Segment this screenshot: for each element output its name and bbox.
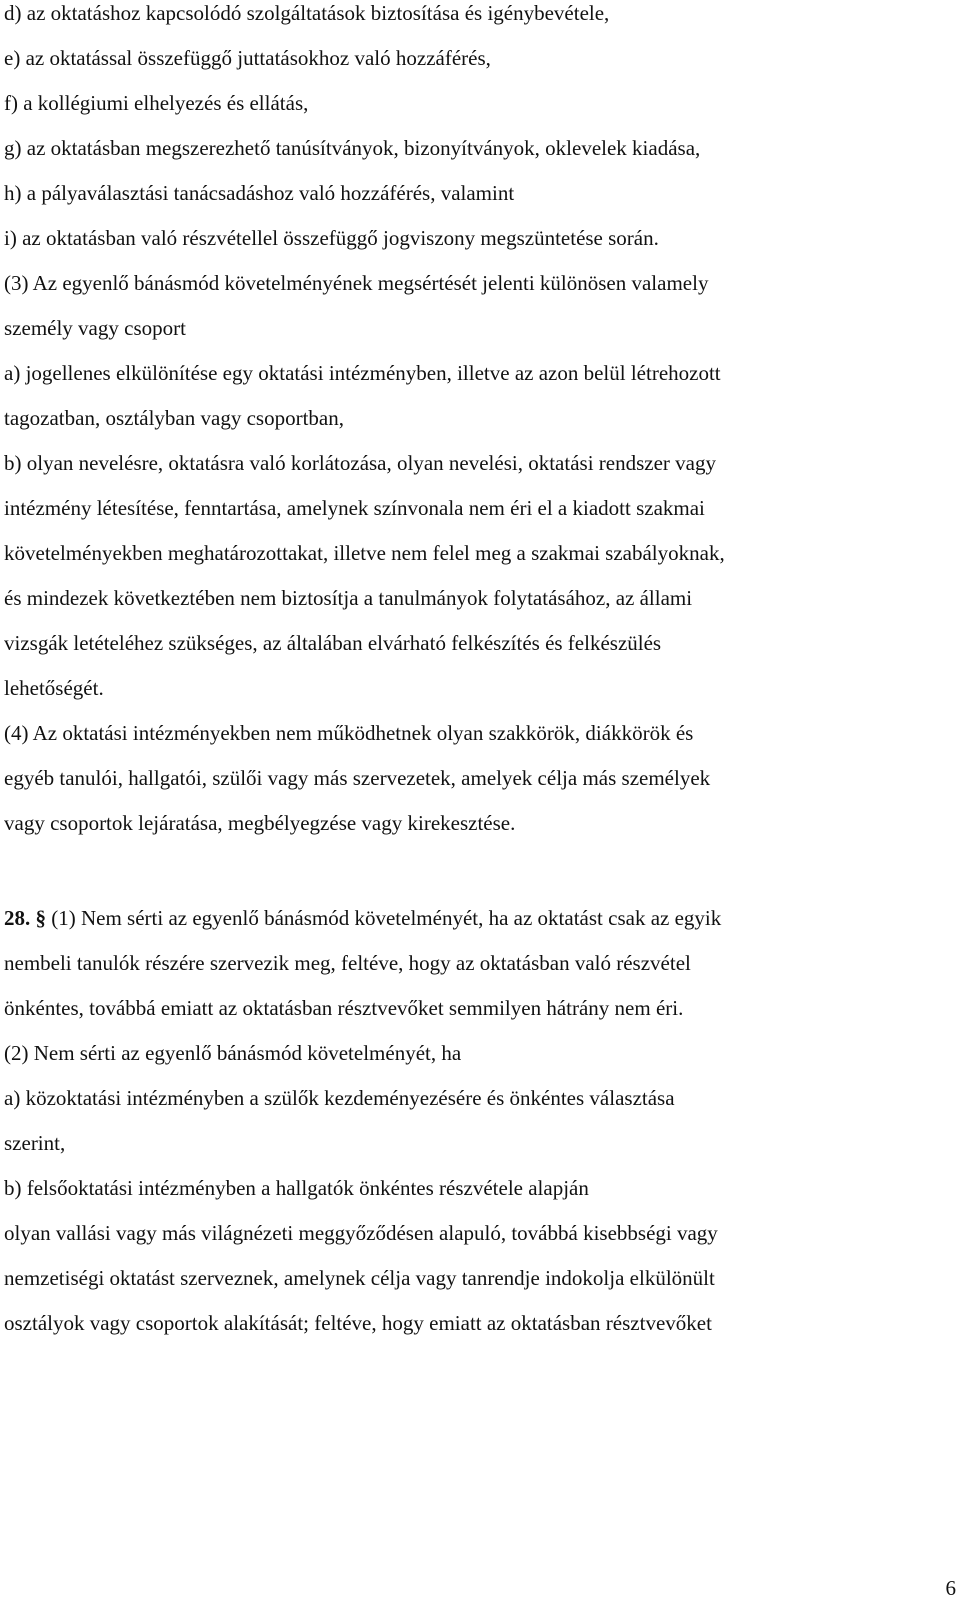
text-line: követelményekben meghatározottakat, illetve nem felel meg a szakmai szabályoknak, [4, 541, 725, 565]
section-text: (1) Nem sérti az egyenlő bánásmód követelményét, ha az oktatást csak az egyik [51, 906, 722, 930]
text-line: vizsgák letételéhez szükséges, az általában elvárható felkészítés és felkészülés [4, 631, 662, 655]
text-line: és mindezek következtében nem biztosítja a tanulmányok folytatásához, az állami [4, 586, 693, 610]
text-line: (2) Nem sérti az egyenlő bánásmód követelményét, ha [4, 1041, 462, 1065]
text-line: osztályok vagy csoportok alakítását; feltéve, hogy emiatt az oktatásban résztvevőket [4, 1311, 712, 1335]
text-line: nembeli tanulók részére szervezik meg, feltéve, hogy az oktatásban való részvétel [4, 951, 691, 975]
text-line: g) az oktatásban megszerezhető tanúsítványok, bizonyítványok, oklevelek kiadása, [4, 136, 701, 160]
text-line: szerint, [4, 1131, 66, 1155]
section-sign: § [35, 906, 46, 930]
page-number: 6 [945, 1576, 956, 1600]
text-line: d) az oktatáshoz kapcsolódó szolgáltatások biztosítása és igénybevétele, [4, 1, 610, 25]
text-line: intézmény létesítése, fenntartása, amelynek színvonala nem éri el a kiadott szakmai [4, 496, 705, 520]
text-line: b) olyan nevelésre, oktatásra való korlátozása, olyan nevelési, oktatási rendszer vagy [4, 451, 716, 475]
text-line: vagy csoportok lejáratása, megbélyegzése vagy kirekesztése. [4, 811, 516, 835]
text-line: a) közoktatási intézményben a szülők kezdeményezésére és önkéntes választása [4, 1086, 675, 1110]
text-line: lehetőségét. [4, 676, 104, 700]
text-line: egyéb tanulói, hallgatói, szülői vagy más szervezetek, amelyek célja más személyek [4, 766, 711, 790]
text-line: i) az oktatásban való részvétellel összefüggő jogviszony megszüntetése során. [4, 226, 659, 250]
text-line: olyan vallási vagy más világnézeti meggyőződésen alapuló, továbbá kisebbségi vagy [4, 1221, 718, 1245]
text-line: b) felsőoktatási intézményben a hallgatók önkéntes részvétele alapján [4, 1176, 589, 1200]
text-line: e) az oktatással összefüggő juttatásokhoz való hozzáférés, [4, 46, 491, 70]
text-line: (4) Az oktatási intézményekben nem működhetnek olyan szakkörök, diákkörök és [4, 721, 694, 745]
text-line: tagozatban, osztályban vagy csoportban, [4, 406, 344, 430]
text-line: f) a kollégiumi elhelyezés és ellátás, [4, 91, 309, 115]
text-line: h) a pályaválasztási tanácsadáshoz való hozzáférés, valamint [4, 181, 515, 205]
text-line: a) jogellenes elkülönítése egy oktatási intézményben, illetve az azon belül létrehozott [4, 361, 721, 385]
section-number: 28. [4, 906, 31, 930]
text-line: nemzetiségi oktatást szerveznek, amelynek célja vagy tanrendje indokolja elkülönült [4, 1266, 715, 1290]
text-line: önkéntes, továbbá emiatt az oktatásban résztvevőket semmilyen hátrány nem éri. [4, 996, 684, 1020]
section-heading-line [4, 906, 721, 930]
text-line: személy vagy csoport [4, 316, 186, 340]
text-line: (3) Az egyenlő bánásmód követelményének megsértését jelenti különösen valamely [4, 271, 709, 295]
